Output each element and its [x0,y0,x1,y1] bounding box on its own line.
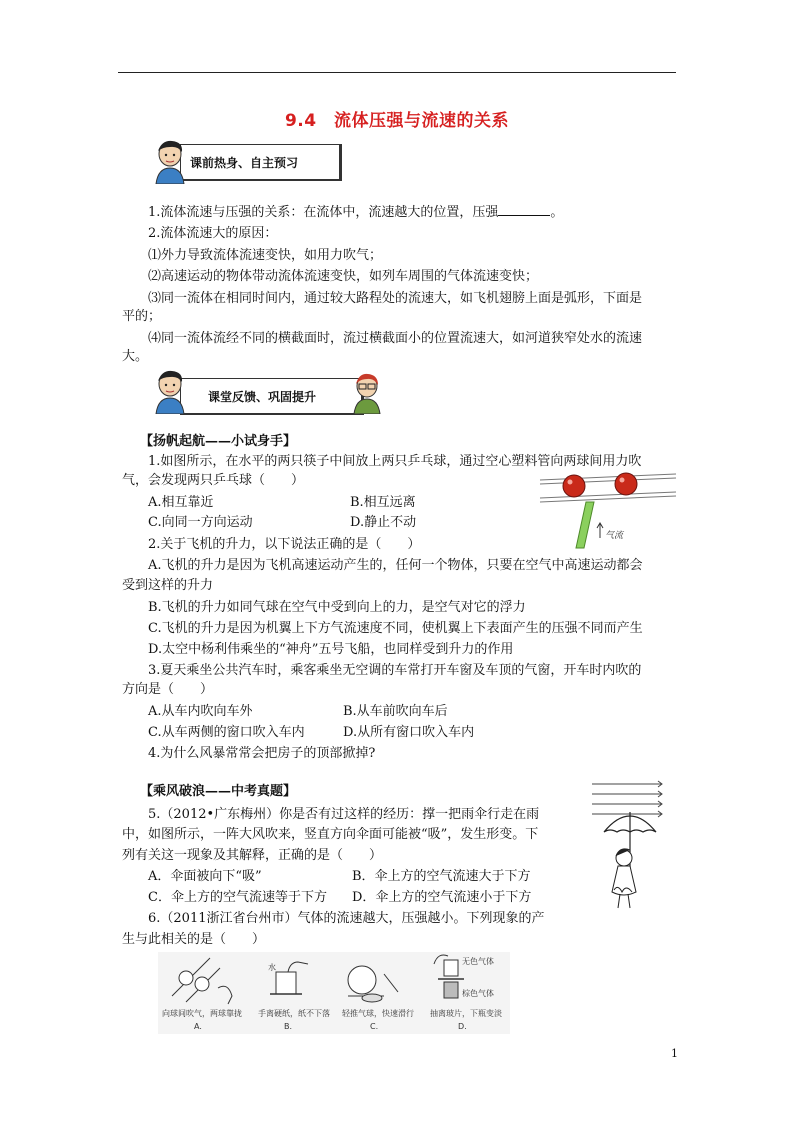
teacher-avatar-icon [350,372,384,414]
water-label: 水 [268,963,276,972]
banner-feedback-label: 课堂反馈、巩固提升 [208,390,317,404]
colorless-gas-label: 无色气体 [462,957,494,966]
q6-caption-a: 向球间吹气，两球靠拢 [162,1009,242,1018]
answer-blank[interactable] [498,203,550,216]
q3-option-d: D.从所有窗口吹入车内 [343,725,475,740]
q6-stem: 6.（2011浙江省台州市）气体的流速越大，压强越小。下列现象的产 [148,911,545,926]
q2-stem: 2.关于飞机的升力，以下说法正确的是（ ） [148,537,421,552]
q6-caption-d: 抽离玻片，下瓶变淡 [430,1009,502,1018]
q6-caption-b: 手离硬纸，纸不下落 [258,1009,330,1018]
preview-line-5: ⑶同一流体在相同时间内，通过较大路程处的流速大，如飞机翅膀上面是弧形，下面是 [148,291,643,306]
q3-option-a: A.从车内吹向车外 [148,704,253,719]
preview-line-6b: 大。 [122,349,149,364]
q1-stem-cont: 气，会发现两只乒乓球（ ） [122,473,305,488]
banner-preview-label: 课前热身、自主预习 [190,156,299,170]
q5-stem-cont1: 中，如图所示，一阵大风吹来，竖直方向伞面可能被“吸”，发生形变。下 [122,827,539,842]
q3-stem-cont: 方向是（ ） [122,682,214,697]
q5-option-d: D．伞上方的空气流速小于下方 [352,890,532,905]
banner-preview [150,138,350,186]
page-title: 9.4 流体压强与流速的关系 [284,111,510,131]
preview-line-6: ⑷同一流体流经不同的横截面时，流过横截面小的位置流速大，如河道狭窄处水的流速 [148,331,643,346]
banner-feedback [150,368,386,420]
q6-letter-a: A. [194,1022,202,1031]
preview-line-5b: 平的； [122,309,162,324]
q6-stem-cont: 生与此相关的是（ ） [122,932,266,947]
straw-tube [576,502,594,548]
brown-gas-label: 棕色气体 [462,989,494,998]
ping-pong-figure [538,468,678,550]
q3-option-b: B.从车前吹向车后 [343,704,448,719]
ping-pong-ball-left [563,475,585,497]
q2-option-a: A.飞机的升力是因为飞机高速运动产生的，任何一个物体，只要在空气中高速运动都会 [148,558,643,573]
student-avatar-icon [150,368,190,414]
umbrella-girl-figure [590,780,670,912]
section-title-exam: 【乘风破浪——中考真题】 [140,784,297,799]
q5-option-a: A．伞面被向下“吸” [148,869,262,884]
preview-line-1: 1.流体流速与压强的关系：在流体中，流速越大的位置，压强 。 [148,205,564,220]
q5-stem: 5.（2012•广东梅州）你是否有过这样的经历：撑一把雨伞行走在雨 [148,807,540,822]
q1-option-b: B.相互远离 [350,495,416,510]
q5-stem-cont2: 列有关这一现象及其解释，正确的是（ ） [122,848,383,863]
q6-caption-c: 轻推气球，快速滑行 [342,1009,414,1018]
q3-stem: 3.夏天乘坐公共汽车时，乘客乘坐无空调的车常打开车窗及车顶的气窗，开车时内吹的 [148,663,642,678]
q1-stem: 1.如图所示，在水平的两只筷子中间放上两只乒乓球，通过空心塑料管向两球间用力吹 [148,454,642,469]
q2-option-c: C.飞机的升力是因为机翼上下方气流速度不同，使机翼上下表面产生的压强不同而产生 [148,621,643,636]
q2-option-b: B.飞机的升力如同气球在空气中受到向上的力，是空气对它的浮力 [148,600,526,615]
preview-line-4: ⑵高速运动的物体带动流体流速变快，如列车周围的气体流速变快； [148,269,539,284]
header-rule [118,72,676,73]
q6-figure-strip [158,952,510,1034]
page-number: 1 [671,1047,678,1060]
q2-option-d: D.太空中杨利伟乘坐的“神舟”五号飞船，也同样受到升力的作用 [148,642,514,657]
q4-stem: 4.为什么风暴常常会把房子的顶部掀掉? [148,746,376,761]
student-avatar-icon [150,138,190,184]
q2-option-a-cont: 受到这样的升力 [122,578,214,593]
q5-option-b: B．伞上方的空气流速大于下方 [352,869,531,884]
airflow-label: 气流 [605,531,624,541]
preview-line-2: 2.流体流速大的原因： [148,226,278,241]
preview-line-3: ⑴外力导致流体流速变快，如用力吹气； [148,248,383,263]
q6-letter-b: B. [284,1022,293,1031]
q1-option-a: A.相互靠近 [148,495,214,510]
section-title-warmup: 【扬帆起航——小试身手】 [140,434,297,449]
q6-letter-d: D. [458,1022,467,1031]
q1-option-c: C.向同一方向运动 [148,515,253,530]
q6-letter-c: C. [370,1022,379,1031]
ping-pong-ball-right [615,473,637,495]
q5-option-c: C．伞上方的空气流速等于下方 [148,890,327,905]
q3-option-c: C.从车两侧的窗口吹入车内 [148,725,305,740]
q1-option-d: D.静止不动 [350,515,417,530]
